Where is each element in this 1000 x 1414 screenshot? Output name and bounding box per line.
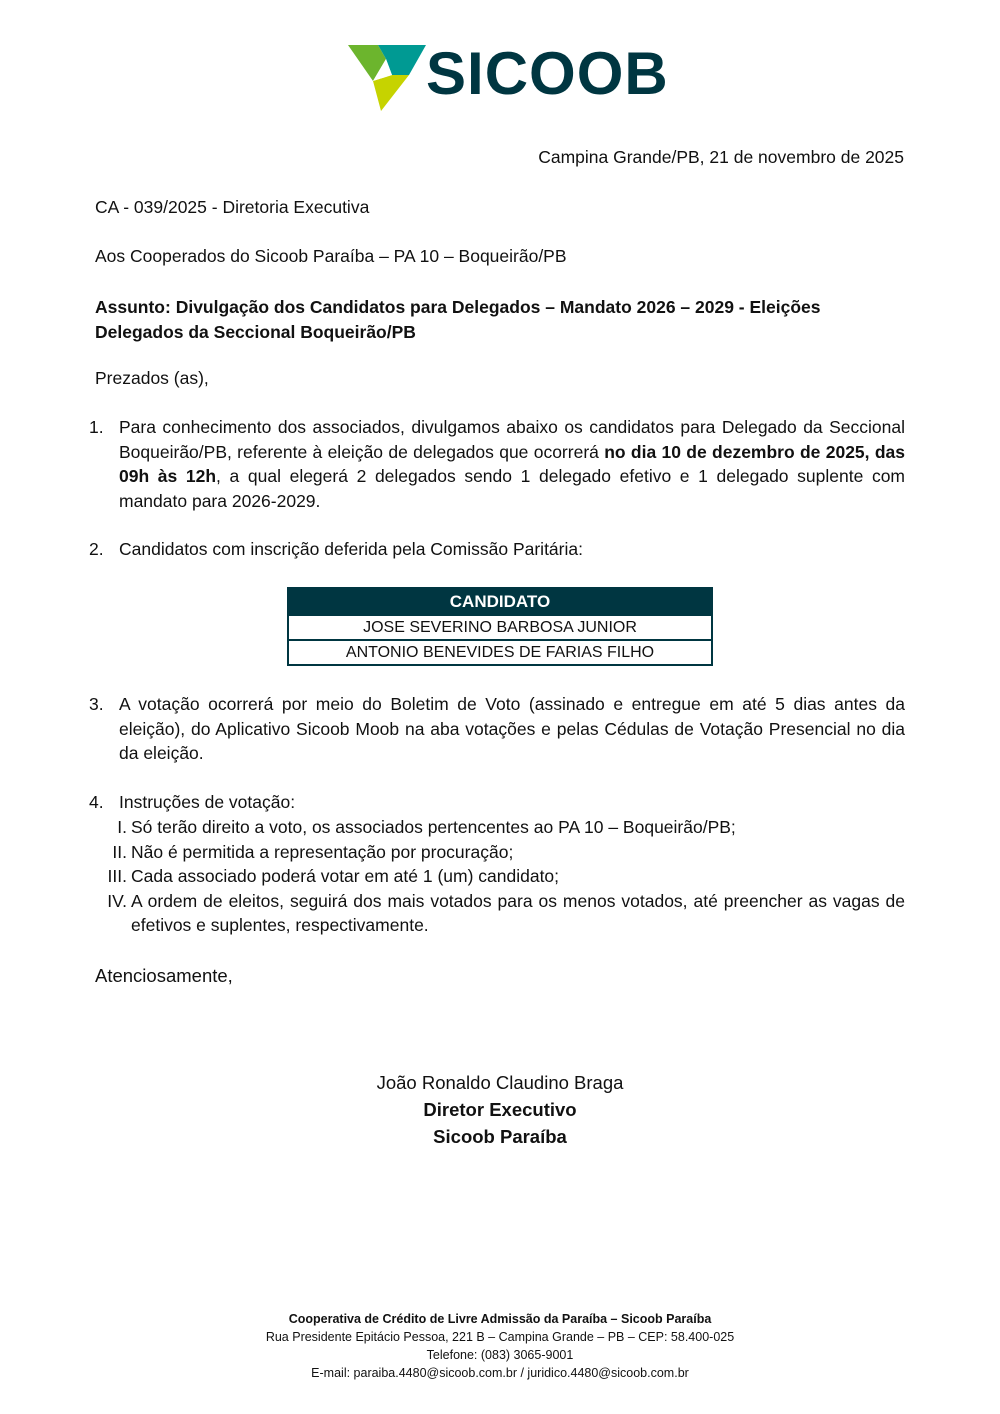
recipient: Aos Cooperados do Sicoob Paraíba – PA 10 – Boqueirão/PB: [95, 246, 567, 266]
list-item-2: [89, 537, 905, 562]
list-item-1: [89, 415, 905, 513]
signer-name: João Ronaldo Claudino Braga: [376, 1072, 624, 1093]
sicoob-logo-mark-icon: [348, 45, 426, 111]
footer-phone: Telefone: (083) 3065-9001: [426, 1348, 574, 1362]
footer-address: Rua Presidente Epitácio Pessoa, 221 B – Campina Grande – PB – CEP: 58.400-025: [265, 1330, 735, 1344]
instruction-item: I. Só terão direito a voto, os associados pertencentes ao PA 10 – Boqueirão/PB;: [117, 817, 736, 837]
candidate-name: ANTONIO BENEVIDES DE FARIAS FILHO: [288, 640, 712, 665]
subject: Assunto: Divulgação dos Candidatos para Delegados – Mandato 2026 – 2029 - Eleições Delegados da Seccional Boqueirão/PB: [95, 297, 821, 342]
item-number: 4.: [89, 792, 104, 812]
item-text: Instruções de votação:: [119, 792, 296, 812]
list-item-4: [89, 790, 905, 815]
item-number: 3.: [89, 694, 104, 714]
footer-email: E-mail: paraiba.4480@sicoob.com.br / juridico.4480@sicoob.com.br: [311, 1366, 689, 1380]
date-line: Campina Grande/PB, 21 de novembro de 2025: [538, 147, 904, 167]
reference: CA - 039/2025 - Diretoria Executiva: [95, 197, 370, 217]
footer-org: Cooperativa de Crédito de Livre Admissão da Paraíba – Sicoob Paraíba: [288, 1312, 712, 1326]
item-text: Para conhecimento dos associados, divulgamos abaixo os candidatos para Delegado da Seccional Boqueirão/PB, referente à eleição de delegados que ocorrerá: [119, 417, 905, 462]
item-number: 2.: [89, 539, 104, 559]
candidate-name: JOSE SEVERINO BARBOSA JUNIOR: [288, 615, 712, 640]
sicoob-logo: [348, 40, 669, 111]
table-row: [288, 640, 712, 665]
table-header: CANDIDATO: [288, 588, 712, 615]
signer-org: Sicoob Paraíba: [433, 1126, 567, 1147]
greeting: Prezados (as),: [95, 368, 209, 388]
signer-role: Diretor Executivo: [423, 1099, 577, 1120]
list-item-3: [89, 692, 905, 766]
closing: Atenciosamente,: [95, 965, 233, 986]
footer: [0, 1310, 1000, 1382]
candidates-table: [287, 587, 713, 666]
item-number: 1.: [89, 417, 104, 437]
voting-instructions: [100, 815, 905, 938]
item-text: A votação ocorrerá por meio do Boletim de Voto (assinado e entregue em até 5 dias antes da eleição), do Aplicativo Sicoob Moob na aba votações e pelas Cédulas de Votação Presencial no dia da eleição.: [119, 694, 905, 763]
item-text: Candidatos com inscrição deferida pela Comissão Paritária:: [119, 539, 583, 559]
item-date-highlight: no dia 10 de dezembro de 2025, das 09h às 12h: [119, 441, 905, 486]
signature-block: [0, 1069, 1000, 1150]
item-text-cont: , a qual elegerá 2 delegados sendo 1 delegado efetivo e 1 delegado suplente com mandato para 2026-2029.: [119, 466, 906, 511]
instruction-item: IV. A ordem de eleitos, seguirá dos mais votados para os menos votados, até preencher as vagas de efetivos e suplentes, respectivamente.: [107, 890, 905, 935]
instruction-item: II. Não é permitida a representação por procuração;: [112, 841, 514, 862]
instruction-item: III. Cada associado poderá votar em até 1 (um) candidato;: [107, 866, 560, 886]
table-row: [288, 615, 712, 640]
sicoob-logo-text: SICOOB: [426, 40, 669, 107]
